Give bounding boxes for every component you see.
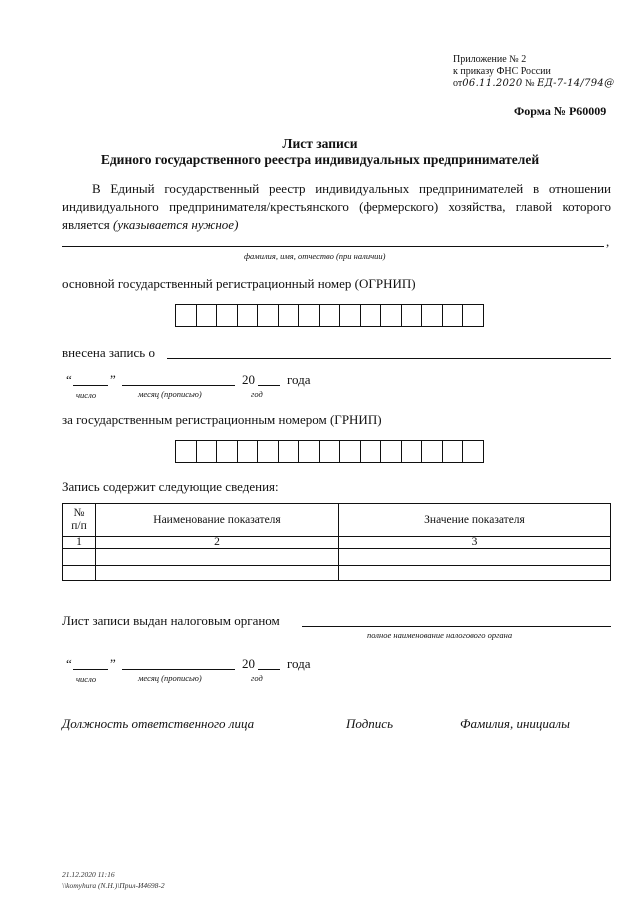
table-cell[interactable] <box>96 549 339 566</box>
ogrnip-cell[interactable] <box>278 304 300 327</box>
intro-note: (указывается нужное) <box>113 217 239 232</box>
intro-paragraph <box>62 180 611 234</box>
ogrnip-cell[interactable] <box>339 304 361 327</box>
table-cell[interactable] <box>63 566 96 581</box>
date1-year-line[interactable] <box>258 385 280 386</box>
date1-year-word: года <box>287 372 311 387</box>
index-cell-2: 2 <box>96 537 339 549</box>
date2-month-caption: месяц (прописью) <box>138 673 202 683</box>
grnip-cell[interactable] <box>442 440 464 463</box>
date2-year-prefix: 20 <box>242 656 255 671</box>
contains-label: Запись содержит следующие сведения: <box>62 479 279 494</box>
ogrnip-cell[interactable] <box>216 304 238 327</box>
date2-day-line[interactable] <box>73 669 108 670</box>
grnip-cell[interactable] <box>462 440 484 463</box>
name-line[interactable] <box>62 246 604 247</box>
date1-year-caption: год <box>251 389 263 399</box>
annex-number-label: № <box>525 78 535 89</box>
header-pp: п/п <box>71 520 87 532</box>
form-number: Форма № Р60009 <box>514 104 607 118</box>
grnip-cell[interactable] <box>298 440 320 463</box>
issued-label: Лист записи выдан налоговым органом <box>62 613 280 628</box>
date2-year-line[interactable] <box>258 669 280 670</box>
signature-position-label: Должность ответственного лица <box>62 716 255 731</box>
ogrnip-cells[interactable] <box>175 304 484 327</box>
entry-label: внесена запись о <box>62 345 155 360</box>
date1-month-line[interactable] <box>122 385 235 386</box>
grnip-cell[interactable] <box>196 440 218 463</box>
grnip-cell[interactable] <box>380 440 402 463</box>
ogrnip-cell[interactable] <box>360 304 382 327</box>
date2-year-caption: год <box>251 673 263 683</box>
index-cell-1: 1 <box>63 537 96 549</box>
grnip-cell[interactable] <box>421 440 443 463</box>
date2-month-line[interactable] <box>122 669 235 670</box>
grnip-cell[interactable] <box>278 440 300 463</box>
grnip-cell[interactable] <box>401 440 423 463</box>
page-subtitle: Единого государственного реестра индивидуальных предпринимателей <box>100 152 540 167</box>
table-header-row <box>63 504 611 537</box>
header-number-cell <box>63 504 96 537</box>
table-row[interactable] <box>63 566 611 581</box>
header-value-cell: Значение показателя <box>339 504 611 537</box>
footer-stamp <box>62 869 165 891</box>
annex-line-1: Приложение № 2 <box>453 54 527 65</box>
header-name-cell: Наименование показателя <box>96 504 339 537</box>
date1-day-line[interactable] <box>73 385 108 386</box>
grnip-cell[interactable] <box>175 440 197 463</box>
date1-month-caption: месяц (прописью) <box>138 389 202 399</box>
grnip-cell[interactable] <box>319 440 341 463</box>
table-cell[interactable] <box>96 566 339 581</box>
grnip-cells[interactable] <box>175 440 484 463</box>
signature-sign-label: Подпись <box>346 716 393 731</box>
table-cell[interactable] <box>339 566 611 581</box>
name-caption: фамилия, имя, отчество (при наличии) <box>244 251 386 261</box>
date1-day-caption: число <box>76 390 97 400</box>
ogrnip-cell[interactable] <box>196 304 218 327</box>
grnip-cell[interactable] <box>237 440 259 463</box>
grnip-cell[interactable] <box>257 440 279 463</box>
date2-open-quote: “ <box>66 656 72 671</box>
annex-date-handwritten: 06.11.2020 <box>462 78 523 89</box>
ogrnip-cell[interactable] <box>175 304 197 327</box>
annex-block <box>453 54 614 90</box>
grnip-cell[interactable] <box>360 440 382 463</box>
issued-line[interactable] <box>302 626 611 627</box>
table-index-row <box>63 537 611 549</box>
grnip-label: за государственным регистрационным номером (ГРНИП) <box>62 412 382 427</box>
footer-timestamp: 21.12.2020 11:16 <box>62 870 115 879</box>
ogrnip-cell[interactable] <box>442 304 464 327</box>
annex-number-handwritten: ЕД-7-14/794@ <box>537 78 615 89</box>
date2-year-word: года <box>287 656 311 671</box>
annex-line-2: к приказу ФНС России <box>453 66 551 77</box>
entry-line[interactable] <box>167 358 611 359</box>
page-title: Лист записи <box>282 136 358 151</box>
ogrnip-cell[interactable] <box>319 304 341 327</box>
data-table <box>62 503 611 581</box>
name-comma: , <box>606 234 610 249</box>
date1-close-quote: ” <box>110 372 116 387</box>
ogrnip-cell[interactable] <box>257 304 279 327</box>
ogrnip-cell[interactable] <box>462 304 484 327</box>
header-number-sign: № <box>73 507 85 519</box>
ogrnip-cell[interactable] <box>401 304 423 327</box>
ogrnip-label: основной государственный регистрационный номер (ОГРНИП) <box>62 276 416 291</box>
annex-line-3 <box>453 78 614 90</box>
ogrnip-cell[interactable] <box>298 304 320 327</box>
footer-path: \\komyhura (N.H.)\Прил-И4698-2 <box>62 881 165 890</box>
index-cell-3: 3 <box>339 537 611 549</box>
table-row[interactable] <box>63 549 611 566</box>
annex-from-label: от <box>453 78 463 89</box>
date2-day-caption: число <box>76 674 97 684</box>
grnip-cell[interactable] <box>339 440 361 463</box>
intro-text: В Единый государственный реестр индивидуальных предпринимателей в отношении индивидуального предпринимателя/крестьянского (фермерского) хозяйства, главой которого является <box>62 181 611 232</box>
date1-open-quote: “ <box>66 372 72 387</box>
table-cell[interactable] <box>63 549 96 566</box>
date2-close-quote: ” <box>110 656 116 671</box>
grnip-cell[interactable] <box>216 440 238 463</box>
signature-name-label: Фамилия, инициалы <box>460 716 570 731</box>
ogrnip-cell[interactable] <box>237 304 259 327</box>
ogrnip-cell[interactable] <box>380 304 402 327</box>
table-cell[interactable] <box>339 549 611 566</box>
date1-year-prefix: 20 <box>242 372 255 387</box>
issued-caption: полное наименование налогового органа <box>367 630 513 640</box>
ogrnip-cell[interactable] <box>421 304 443 327</box>
